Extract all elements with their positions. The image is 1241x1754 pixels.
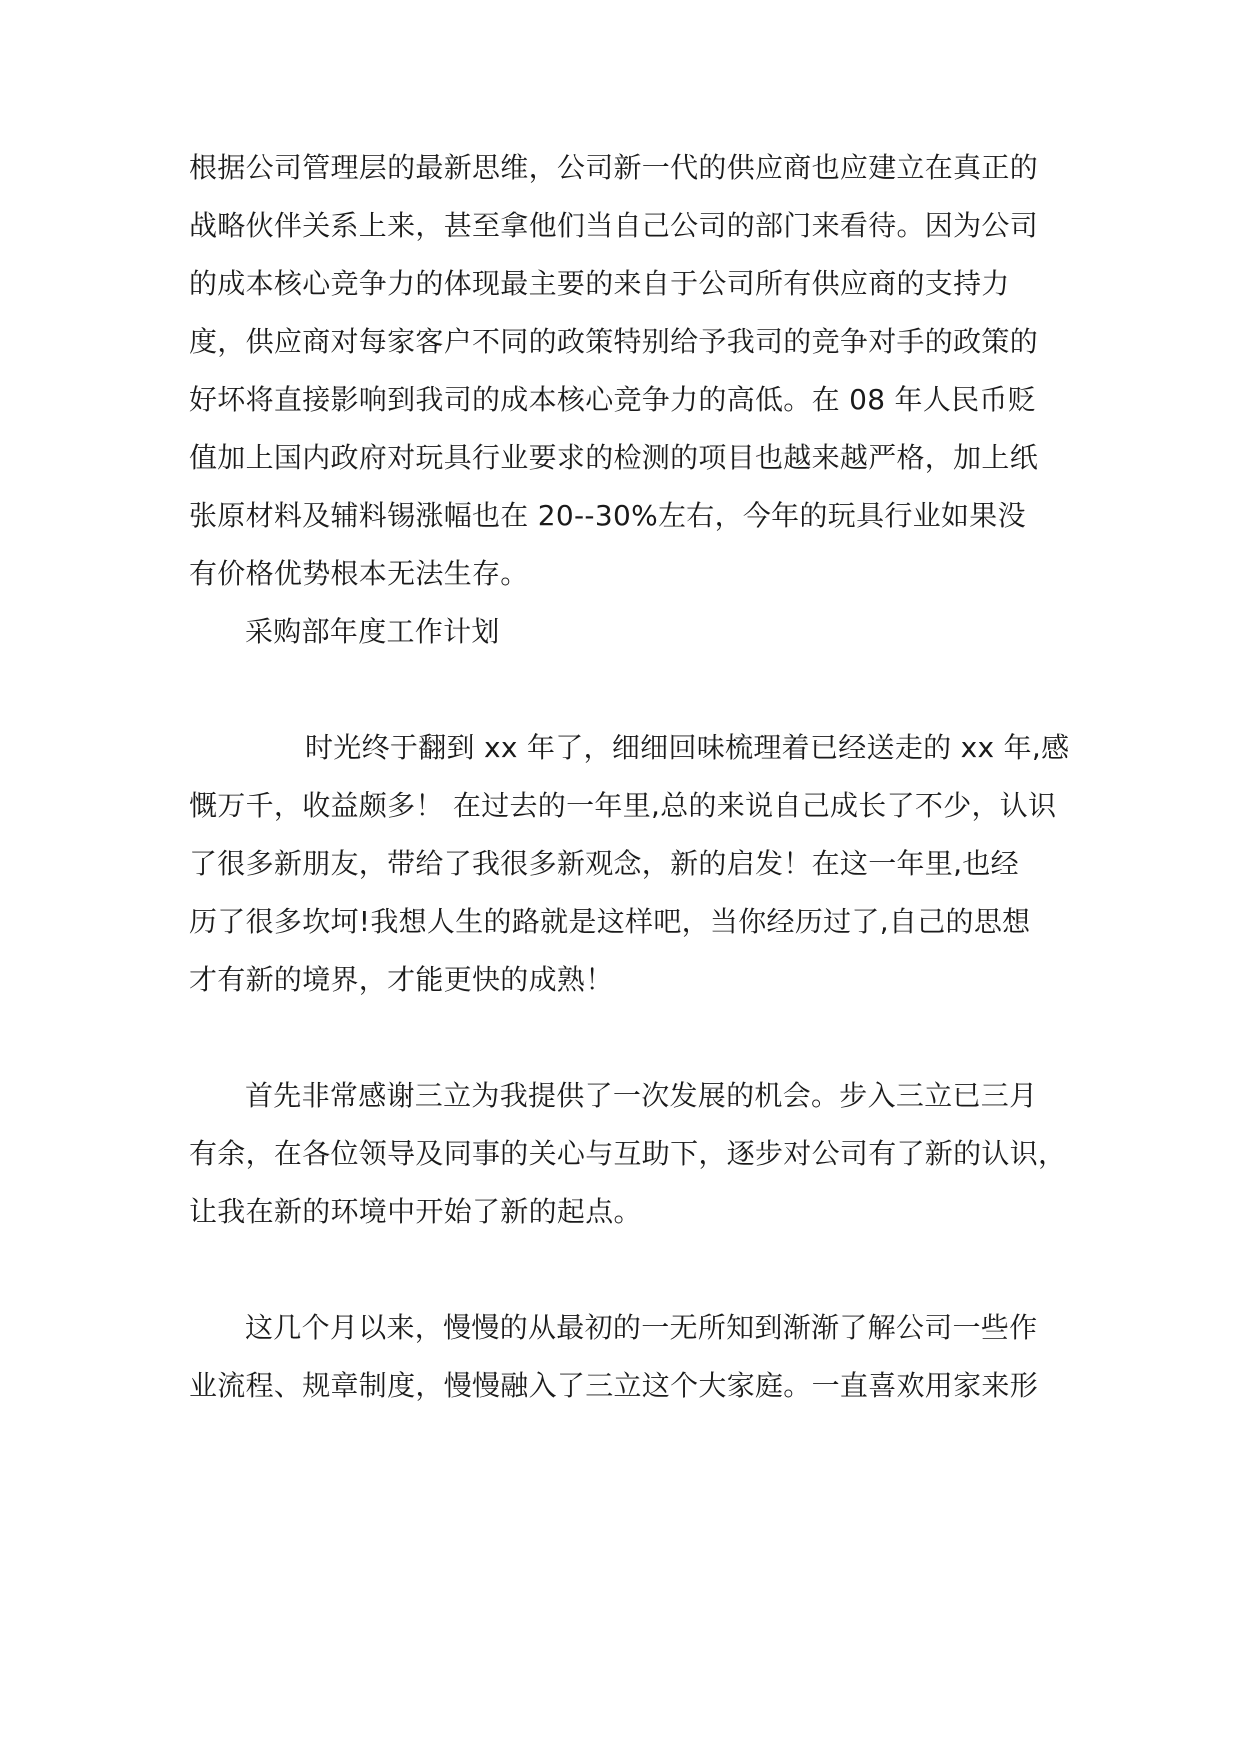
- section-heading: 采购部年度工作计划: [245, 615, 500, 648]
- paragraph-line: 这几个月以来，慢慢的从最初的一无所知到渐渐了解公司一些作: [245, 1311, 1038, 1344]
- paragraph-line: 有价格优势根本无法生存。: [189, 557, 529, 590]
- paragraph-line: 战略伙伴关系上来，甚至拿他们当自己公司的部门来看待。因为公司: [189, 209, 1039, 242]
- paragraph-line: 张原材料及辅料锡涨幅也在 20--30%左右，今年的玩具行业如果没: [189, 499, 1026, 532]
- paragraph-line: 好坏将直接影响到我司的成本核心竞争力的高低。在 08 年人民币贬: [189, 383, 1037, 416]
- paragraph-line: 首先非常感谢三立为我提供了一次发展的机会。步入三立已三月: [245, 1079, 1038, 1112]
- paragraph-line: 时光终于翻到 xx 年了，细细回味梳理着已经送走的 xx 年,感: [305, 731, 1070, 764]
- paragraph-line: 度，供应商对每家客户不同的政策特别给予我司的竞争对手的政策的: [189, 325, 1039, 358]
- paragraph-line: 根据公司管理层的最新思维，公司新一代的供应商也应建立在真正的: [189, 151, 1039, 184]
- paragraph-line: 业流程、规章制度，慢慢融入了三立这个大家庭。一直喜欢用家来形: [189, 1369, 1039, 1402]
- paragraph-line: 历了很多坎坷!我想人生的路就是这样吧，当你经历过了,自己的思想: [189, 905, 1031, 938]
- paragraph-line: 了很多新朋友，带给了我很多新观念，新的启发！在这一年里,也经: [189, 847, 1019, 880]
- paragraph-line: 让我在新的环境中开始了新的起点。: [189, 1195, 642, 1228]
- paragraph-line: 值加上国内政府对玩具行业要求的检测的项目也越来越严格，加上纸: [189, 441, 1039, 474]
- paragraph-line: 有余，在各位领导及同事的关心与互助下，逐步对公司有了新的认识，: [189, 1137, 1067, 1170]
- paragraph-line: 慨万千，收益颇多！ 在过去的一年里,总的来说自己成长了不少，认识: [189, 789, 1057, 822]
- paragraph-line: 才有新的境界，才能更快的成熟！: [189, 963, 614, 996]
- paragraph-line: 的成本核心竞争力的体现最主要的来自于公司所有供应商的支持力: [189, 267, 1010, 300]
